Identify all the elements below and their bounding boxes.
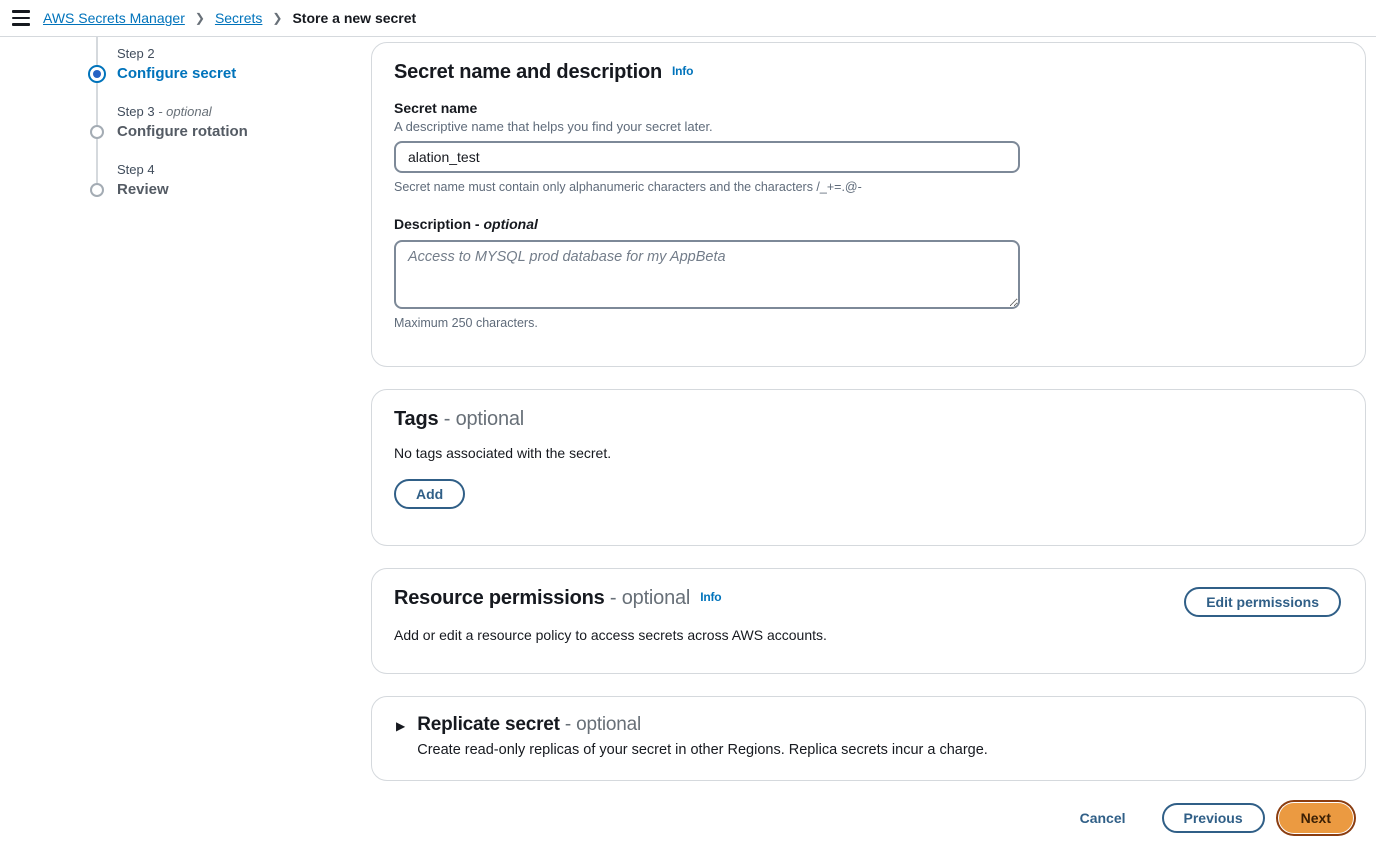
- section-title: Tags - optional: [394, 408, 525, 430]
- description-label: Description - optional: [394, 216, 538, 232]
- top-breadcrumb-bar: [0, 0, 1376, 37]
- no-tags-text: No tags associated with the secret.: [394, 445, 612, 461]
- breadcrumb: [43, 10, 416, 26]
- step-caption: Step 3 - optional: [117, 104, 212, 119]
- add-tag-button[interactable]: Add: [394, 479, 465, 509]
- section-title: Resource permissions - optional Info: [394, 587, 722, 609]
- chevron-right-icon: ❯: [194, 11, 205, 25]
- tags-card: [371, 389, 1366, 546]
- expand-triangle-icon[interactable]: ▶: [396, 719, 406, 733]
- step-caption: Step 2: [117, 46, 155, 61]
- edit-permissions-button[interactable]: Edit permissions: [1184, 587, 1341, 617]
- wizard-steps-sidebar: [0, 37, 371, 220]
- section-title: Replicate secret - optional: [417, 714, 642, 735]
- step-radio-icon: [90, 183, 104, 197]
- cancel-button[interactable]: Cancel: [1074, 809, 1132, 827]
- step-configure-secret[interactable]: [90, 46, 371, 82]
- breadcrumb-link-secrets[interactable]: Secrets: [214, 10, 263, 26]
- breadcrumb-current-page: Store a new secret: [292, 10, 417, 26]
- wizard-footer-actions: [371, 803, 1356, 841]
- step-radio-icon: [90, 125, 104, 139]
- previous-button[interactable]: Previous: [1162, 803, 1265, 833]
- step-review[interactable]: [90, 162, 371, 198]
- info-link[interactable]: Info: [672, 64, 694, 78]
- secret-name-help-text: A descriptive name that helps you find your secret later.: [394, 119, 713, 134]
- resource-permissions-card: [371, 568, 1366, 674]
- description-max-chars-text: Maximum 250 characters.: [394, 316, 538, 330]
- description-textarea[interactable]: [394, 240, 1020, 309]
- secret-name-input[interactable]: [394, 141, 1020, 173]
- chevron-right-icon: ❯: [272, 11, 283, 25]
- step-active-radio-icon: [88, 65, 106, 83]
- secret-name-label: Secret name: [394, 100, 478, 116]
- permissions-description-text: Add or edit a resource policy to access secrets across AWS accounts.: [394, 627, 827, 643]
- step-configure-rotation[interactable]: [90, 104, 371, 140]
- breadcrumb-link-secrets-manager[interactable]: AWS Secrets Manager: [43, 10, 185, 26]
- secret-name-description-card: [371, 42, 1366, 367]
- info-link[interactable]: Info: [700, 590, 722, 604]
- secret-name-constraint-text: Secret name must contain only alphanumeric characters and the characters /_+=.@-: [394, 180, 862, 194]
- section-title: Secret name and description Info: [394, 61, 694, 83]
- replicate-secret-card: [371, 696, 1366, 781]
- replicate-description-text: Create read-only replicas of your secret in other Regions. Replica secrets incur a charge.: [417, 742, 988, 758]
- step-caption: Step 4: [117, 162, 155, 177]
- step-title[interactable]: Configure rotation: [117, 123, 248, 140]
- step-title[interactable]: Configure secret: [117, 65, 237, 82]
- step-title[interactable]: Review: [117, 181, 169, 198]
- hamburger-menu-icon[interactable]: [7, 4, 35, 32]
- next-button[interactable]: Next: [1279, 803, 1353, 833]
